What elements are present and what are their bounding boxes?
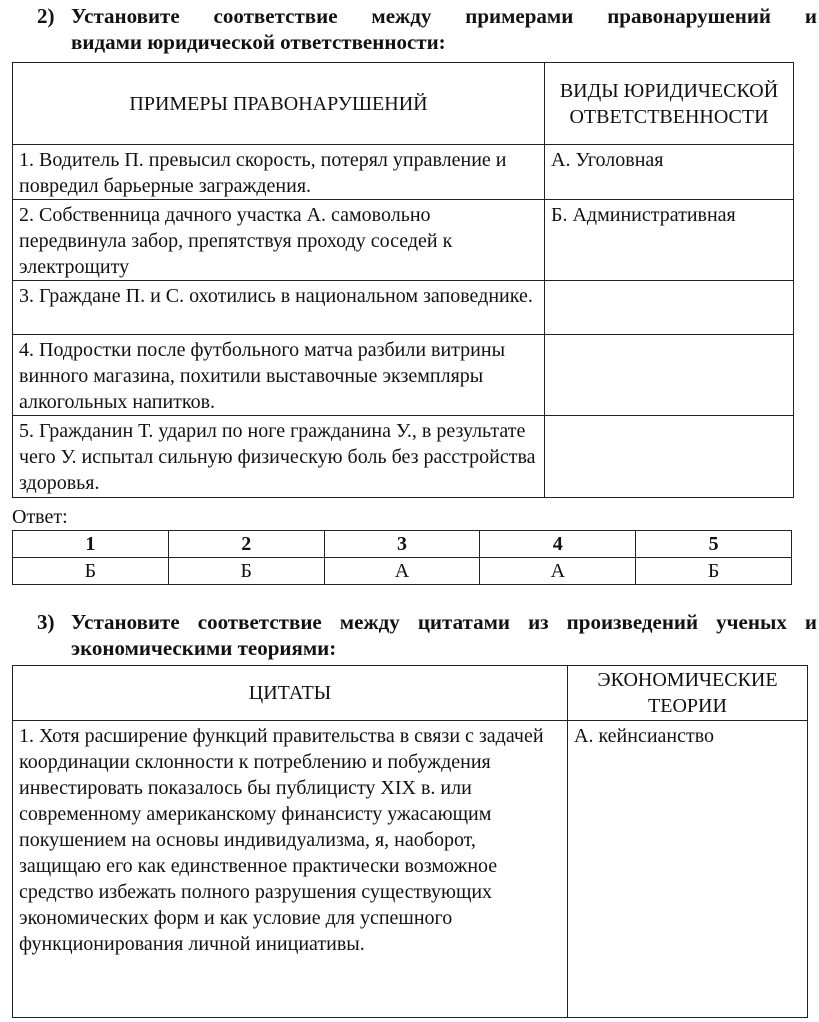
answer-table xyxy=(12,530,792,585)
answer-number: 3 xyxy=(324,531,480,558)
table-header-row xyxy=(13,666,808,721)
task2-number: 2) xyxy=(37,4,55,28)
table-row xyxy=(13,416,794,498)
answer-letters-row xyxy=(13,558,792,585)
task3-heading xyxy=(37,609,817,661)
answer-letter: Б xyxy=(168,558,324,585)
col-header-economic-theories: ЭКОНОМИЧЕСКИЕ ТЕОРИИ xyxy=(568,666,808,721)
liability-type-cell: А. Уголовная xyxy=(545,145,794,200)
task3-heading-line1: Установите соответствие между цитатами из произведений ученых и xyxy=(71,610,817,634)
liability-type-cell: Б. Административная xyxy=(545,200,794,281)
table-row xyxy=(13,200,794,281)
answer-letter: А xyxy=(480,558,636,585)
quote-cell: 1. Хотя расширение функций правительства в связи с задачей координации склонности к потреблению и побуждения инвестировать показалось бы публицисту XIX в. или современному американскому финансисту ужасающим покушением на основы индивидуализма, я, наоборот, защищаю его как единственное практически возможное средство избежать полного разрушения существующих экономических форм и как условие для успешного функционирования личной инициативы. xyxy=(13,721,568,1018)
task3-matching-table xyxy=(12,665,808,1018)
example-cell: 4. Подростки после футбольного матча разбили витрины винного магазина, похитили выставочные экземпляры алкогольных напитков. xyxy=(13,335,545,416)
task2-matching-table xyxy=(12,62,794,498)
liability-type-cell xyxy=(545,281,794,335)
example-cell: 3. Граждане П. и С. охотились в национальном заповеднике. xyxy=(13,281,545,335)
table-row xyxy=(13,281,794,335)
answer-letter: Б xyxy=(636,558,792,585)
task2-heading-line1: Установите соответствие между примерами правонарушений и xyxy=(71,4,817,28)
answer-label: Ответ: xyxy=(12,506,68,528)
task3-number: 3) xyxy=(37,610,55,634)
task2-heading xyxy=(37,3,817,55)
col-header-liability-types: ВИДЫ ЮРИДИЧЕСКОЙ ОТВЕТСТВЕННОСТИ xyxy=(545,63,794,145)
answer-number: 2 xyxy=(168,531,324,558)
task2-heading-line2: видами юридической ответственности: xyxy=(71,30,446,54)
table-row xyxy=(13,721,808,1018)
answer-numbers-row xyxy=(13,531,792,558)
table-row xyxy=(13,335,794,416)
example-cell: 5. Гражданин Т. ударил по ноге гражданина У., в результате чего У. испытал сильную физическую боль без расстройства здоровья. xyxy=(13,416,545,498)
col-header-quotes: ЦИТАТЫ xyxy=(13,666,568,721)
liability-type-cell xyxy=(545,416,794,498)
answer-number: 1 xyxy=(13,531,169,558)
example-cell: 1. Водитель П. превысил скорость, потерял управление и повредил барьерные заграждения. xyxy=(13,145,545,200)
liability-type-cell xyxy=(545,335,794,416)
answer-letter: Б xyxy=(13,558,169,585)
task3-heading-line2: экономическими теориями: xyxy=(71,636,337,660)
answer-letter: А xyxy=(324,558,480,585)
table-header-row xyxy=(13,63,794,145)
example-cell: 2. Собственница дачного участка А. самовольно передвинула забор, препятствуя проходу соседей к электрощиту xyxy=(13,200,545,281)
answer-number: 4 xyxy=(480,531,636,558)
answer-number: 5 xyxy=(636,531,792,558)
theory-cell: А. кейнсианство xyxy=(568,721,808,1018)
col-header-examples: ПРИМЕРЫ ПРАВОНАРУШЕНИЙ xyxy=(13,63,545,145)
table-row xyxy=(13,145,794,200)
